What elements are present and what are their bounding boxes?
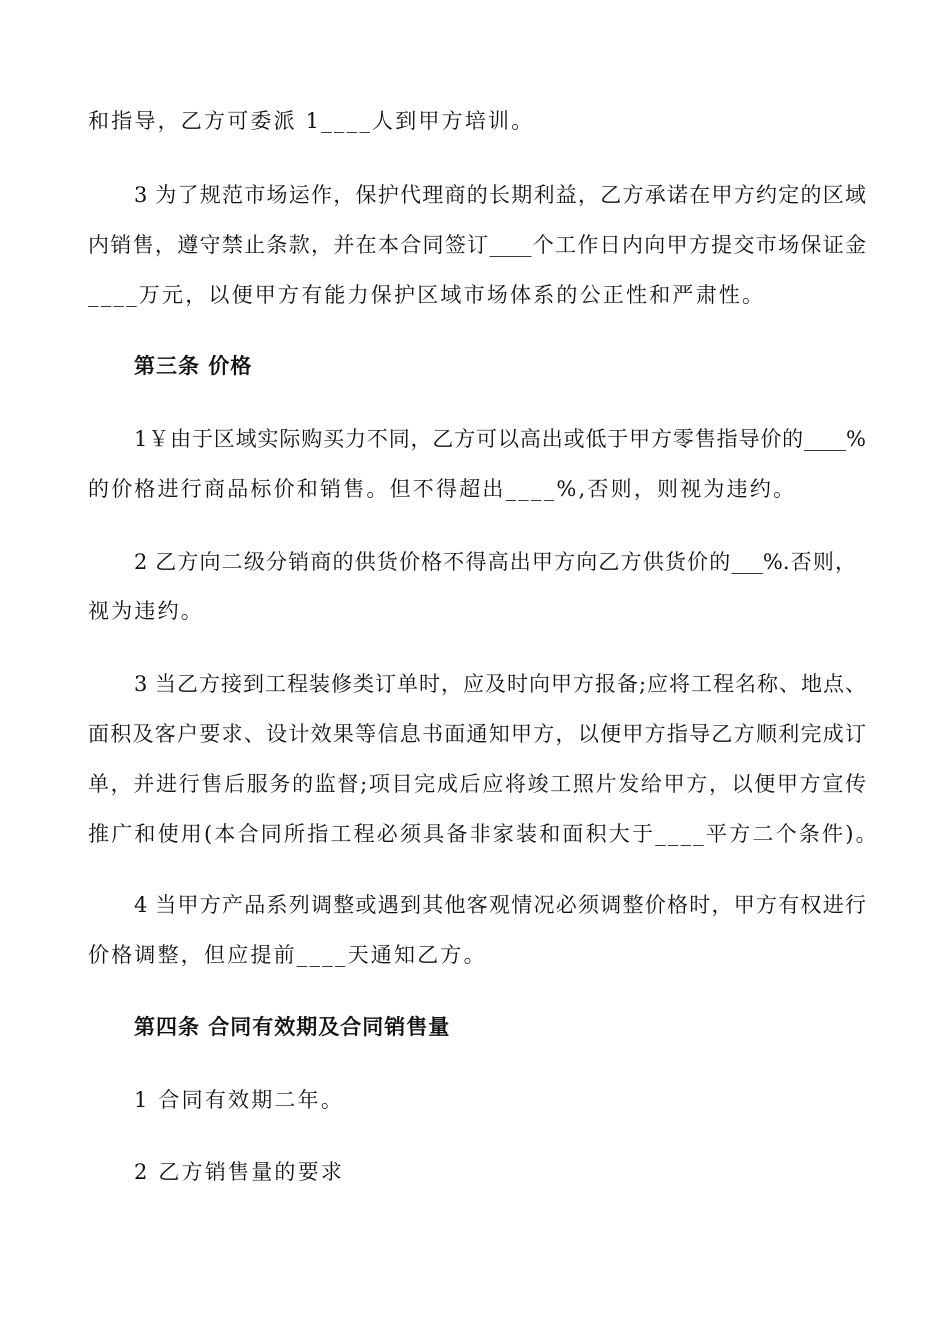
paragraph-line: 3 当乙方接到工程装修类订单时，应及时向甲方报备;应将工程名称、地点、	[134, 672, 866, 696]
paragraph-line: 单，并进行售后服务的监督;项目完成后应将竣工照片发给甲方，以便甲方宣传	[88, 772, 866, 796]
paragraph-line: 的价格进行商品标价和销售。但不得超出____%,否则，则视为违约。	[88, 477, 797, 501]
paragraph-line: 1￥由于区域实际购买力不同，乙方可以高出或低于甲方零售指导价的____%	[134, 427, 866, 451]
paragraph-line: 视为违约。	[88, 599, 204, 623]
paragraph-line: 3 为了规范市场运作，保护代理商的长期利益，乙方承诺在甲方约定的区域	[134, 183, 866, 207]
section-heading-4: 第四条 合同有效期及合同销售量	[134, 1015, 451, 1039]
paragraph-line: 面积及客户要求、设计效果等信息书面通知甲方，以便甲方指导乙方顺利完成订	[88, 722, 866, 746]
paragraph-line: 1 合同有效期二年。	[134, 1088, 345, 1112]
paragraph-line: 内销售，遵守禁止条款，并在本合同签订____个工作日内向甲方提交市场保证金	[88, 233, 866, 257]
paragraph-line: 和指导，乙方可委派 1____人到甲方培训。	[88, 109, 535, 133]
paragraph-line: 2 乙方销售量的要求	[134, 1160, 345, 1184]
paragraph-line: 价格调整，但应提前____天通知乙方。	[88, 943, 487, 967]
section-heading-3: 第三条 价格	[134, 354, 253, 378]
paragraph-line: 4 当甲方产品系列调整或遇到其他客观情况必须调整价格时，甲方有权进行	[134, 893, 866, 917]
paragraph-line: ____万元，以便甲方有能力保护区域市场体系的公正性和严肃性。	[88, 283, 766, 307]
paragraph-line: 2 乙方向二级分销商的供货价格不得高出甲方向乙方供货价的___%.否则，	[134, 550, 856, 574]
paragraph-line: 推广和使用(本合同所指工程必须具备非家装和面积大于____平方二个条件)。	[88, 822, 879, 846]
